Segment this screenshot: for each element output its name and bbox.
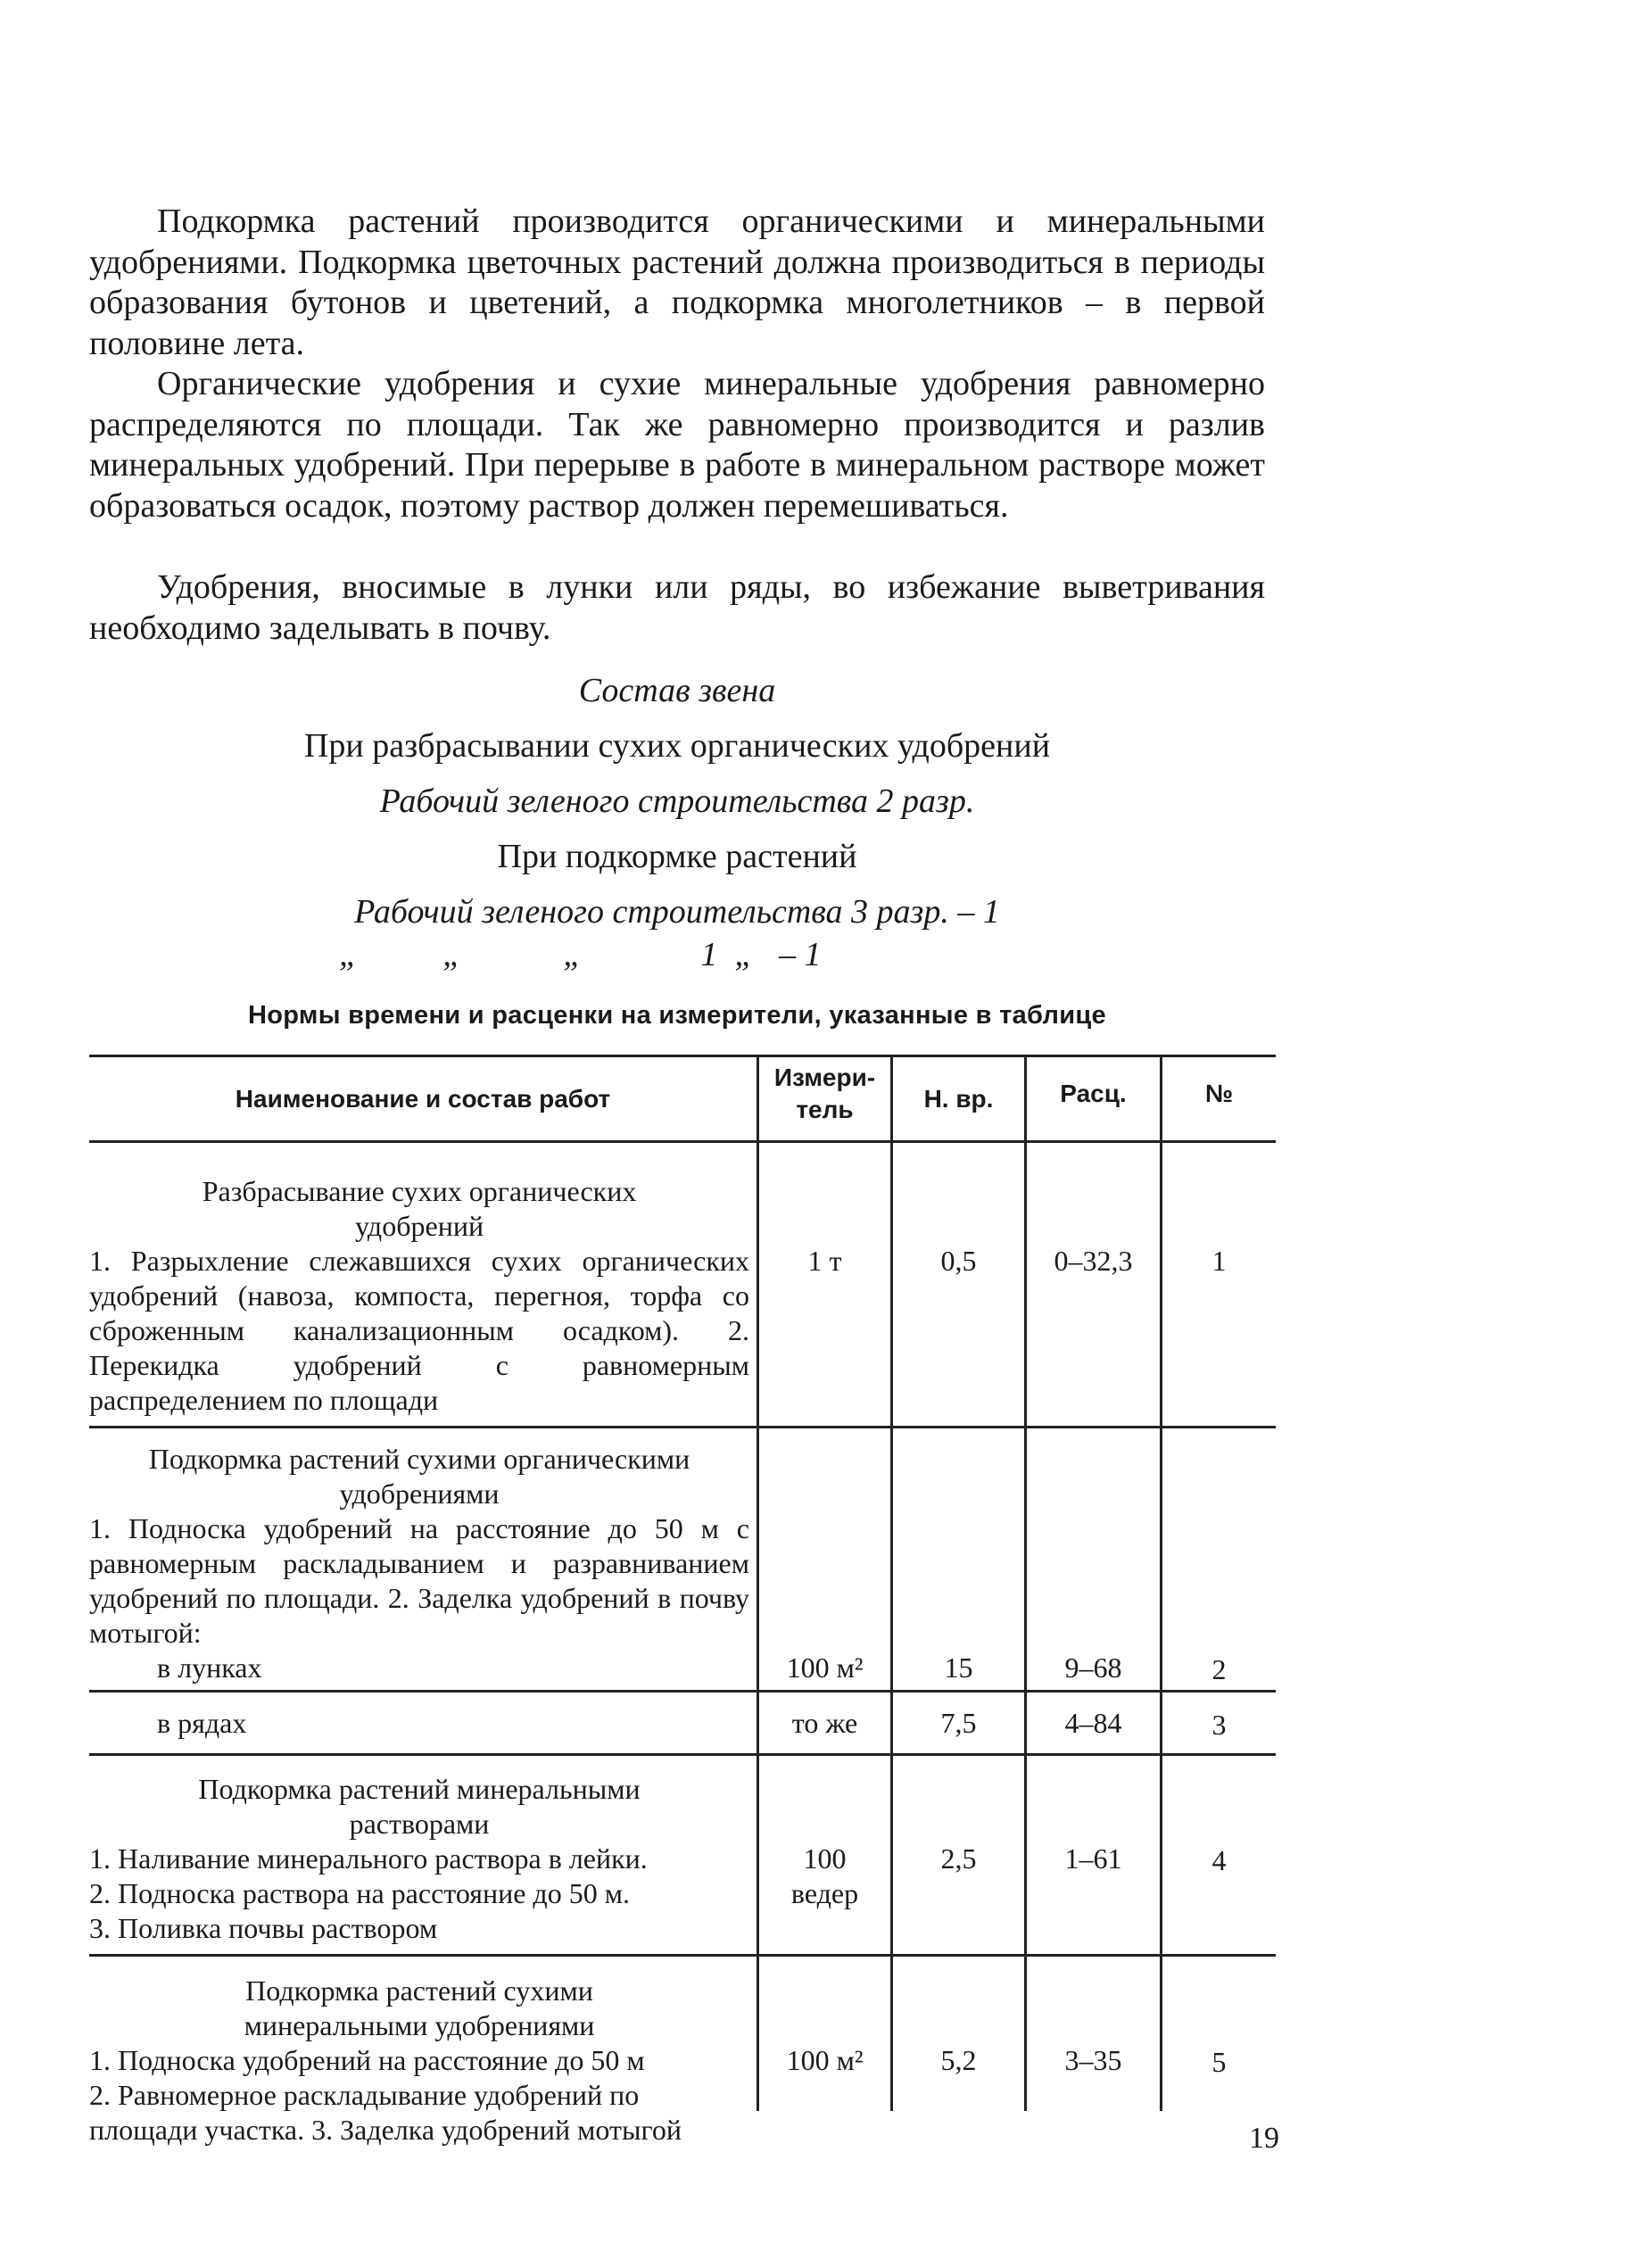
- header-norm: Н. вр.: [923, 1085, 994, 1113]
- row-divider: [89, 1753, 1276, 1756]
- table-top-rule: [89, 1055, 1276, 1057]
- paragraph-3: Удобрения, вносимые в лунки или ряды, во избежание выветривания необходимо заделывать в почву.: [89, 568, 1265, 647]
- row-2-norm: 15: [944, 1651, 973, 1684]
- column-divider: [757, 1055, 759, 2111]
- row-3-rate: 4–84: [1064, 1707, 1122, 1739]
- table-header-rule: [89, 1140, 1276, 1143]
- row-4-rate: 1–61: [1064, 1842, 1122, 1875]
- row-1-norm: 0,5: [940, 1245, 977, 1277]
- column-divider: [890, 1055, 893, 2111]
- row-4-title: Подкормка растений минеральными растворами: [198, 1773, 641, 1840]
- row-divider: [89, 1690, 1276, 1693]
- row-2-rate: 9–68: [1064, 1651, 1122, 1684]
- row-1-unit: 1 т: [807, 1245, 842, 1277]
- row-4-number: 4: [1211, 1844, 1227, 1876]
- paragraph-2: Органические удобрения и сухие минеральные удобрения равномерно распределяются по площади. Так же равномерно производится и разлив минеральных удобрений. При перерыве в работе в минеральном растворе может образоваться осадок, поэтому раствор должен перемешиваться.: [89, 365, 1265, 525]
- header-number: №: [1204, 1080, 1234, 1107]
- crew-case-1: При разбрасывании сухих органических удобрений: [303, 727, 1051, 765]
- paragraph-1: Подкормка растений производится органическими и минеральными удобрениями. Подкормка цветочных растений должна производиться в периоды образования бутонов и цветений, а подкормка многолетников – в первой половине лета.: [89, 203, 1265, 362]
- row-5-rate: 3–35: [1064, 2044, 1122, 2076]
- header-unit: Измери- тель: [773, 1064, 876, 1123]
- column-divider: [1024, 1055, 1027, 2111]
- crew-case-2-worker-2: „ „ „ 1 „ – 1: [339, 936, 822, 973]
- row-4-unit: 100 ведер: [790, 1842, 859, 1909]
- row-4-description: 1. Наливание минерального раствора в лейки. 2. Подноска раствора на расстояние до 50 м. 3. Поливка почвы раствором: [89, 1842, 648, 1944]
- crew-case-2: При подкормке растений: [497, 838, 857, 875]
- row-5-number: 5: [1211, 2046, 1227, 2078]
- row-1-number: 1: [1211, 1245, 1227, 1277]
- row-3-norm: 7,5: [940, 1707, 977, 1739]
- crew-case-2-worker-1: Рабочий зеленого строительства 3 разр. – 1: [354, 893, 1000, 931]
- row-2-number: 2: [1211, 1653, 1227, 1685]
- row-1-rate: 0–32,3: [1054, 1245, 1133, 1277]
- row-2-title: Подкормка растений сухими органическими удобрениями: [148, 1443, 690, 1510]
- header-rate: Расц.: [1060, 1080, 1127, 1107]
- column-divider: [1160, 1055, 1162, 2111]
- header-name: Наименование и состав работ: [235, 1085, 611, 1113]
- row-3-number: 3: [1211, 1709, 1227, 1741]
- row-3-unit: то же: [791, 1707, 858, 1739]
- row-1-title: Разбрасывание сухих органических удобрений: [202, 1175, 637, 1242]
- row-4-norm: 2,5: [940, 1842, 977, 1875]
- row-5-unit: 100 м²: [786, 2044, 864, 2076]
- row-divider: [89, 1954, 1276, 1957]
- row-5-norm: 5,2: [940, 2044, 977, 2076]
- row-3-subitem: в рядах: [157, 1707, 247, 1739]
- crew-case-1-worker: Рабочий зеленого строительства 2 разр.: [379, 782, 975, 820]
- row-2-unit: 100 м²: [786, 1651, 864, 1684]
- row-2-description: 1. Подноска удобрений на расстояние до 50 м с равномерным раскладыванием и разравниванием удобрений по площади. 2. Заделка удобрений в почву мотыгой:: [89, 1512, 749, 1649]
- row-5-description: 1. Подноска удобрений на расстояние до 50 м 2. Равномерное раскладывание удобрений по площади участка. 3. Заделка удобрений мотыгой: [89, 2044, 682, 2146]
- page-number: 19: [1249, 2122, 1279, 2155]
- row-2-subitem: в лунках: [157, 1651, 262, 1684]
- table-caption: Нормы времени и расценки на измерители, указанные в таблице: [248, 1001, 1106, 1030]
- row-divider: [89, 1426, 1276, 1428]
- crew-title: Состав звена: [578, 672, 776, 709]
- row-5-title: Подкормка растений сухими минеральными удобрениями: [244, 1974, 595, 2041]
- row-1-description: 1. Разрыхление слежавшихся сухих органических удобрений (навоза, компоста, перегноя, торфа со сброженным канализационным осадком). 2. Перекидка удобрений с равномерным распределением по площади: [89, 1245, 749, 1416]
